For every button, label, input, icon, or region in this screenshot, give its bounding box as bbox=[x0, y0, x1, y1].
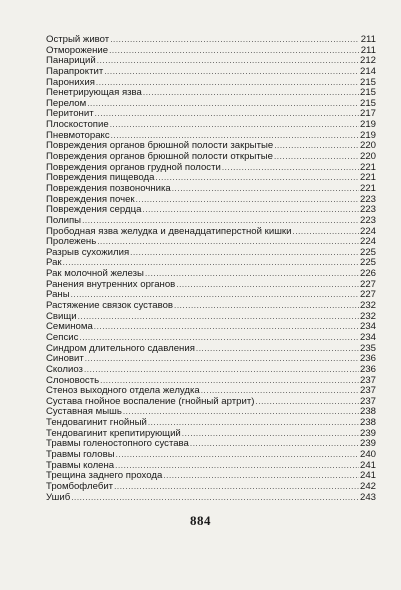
toc-entry-page: 224 bbox=[359, 226, 376, 237]
toc-dot-leader bbox=[145, 269, 359, 280]
toc-dot-leader bbox=[292, 227, 359, 238]
toc-entry-title: Отморожение bbox=[46, 45, 109, 56]
toc-dot-leader bbox=[79, 333, 359, 344]
toc-entry-page: 240 bbox=[359, 449, 376, 460]
toc-entry-title: Повреждения органов брюшной полости закрытые bbox=[46, 141, 274, 152]
toc-entry-title: Свищи bbox=[46, 311, 77, 322]
toc-entry-page: 237 bbox=[359, 375, 376, 386]
toc-entry bbox=[46, 439, 376, 450]
toc-dot-leader bbox=[130, 248, 359, 259]
toc-entry-page: 223 bbox=[359, 215, 376, 226]
toc-entry bbox=[46, 397, 376, 408]
toc-entry bbox=[46, 333, 376, 344]
toc-entry bbox=[46, 56, 376, 67]
toc-entry bbox=[46, 471, 376, 482]
toc-dot-leader bbox=[84, 365, 359, 376]
toc-entry bbox=[46, 163, 376, 174]
toc-entry-title: Повреждения органов брюшной полости открытые bbox=[46, 152, 273, 163]
toc-entry-title: Синовит bbox=[46, 354, 84, 365]
toc-entry-title: Суставная мышь bbox=[46, 407, 122, 418]
toc-entry bbox=[46, 312, 376, 323]
toc-dot-leader bbox=[96, 78, 359, 89]
toc-entry-title: Панариций bbox=[46, 56, 96, 67]
toc-dot-leader bbox=[163, 471, 359, 482]
toc-entry bbox=[46, 131, 376, 142]
toc-dot-leader bbox=[111, 131, 359, 142]
toc-dot-leader bbox=[116, 450, 359, 461]
toc-dot-leader bbox=[123, 407, 359, 418]
toc-dot-leader bbox=[274, 152, 359, 163]
toc-dot-leader bbox=[136, 195, 359, 206]
toc-entry bbox=[46, 407, 376, 418]
toc-dot-leader bbox=[82, 216, 359, 227]
toc-entry bbox=[46, 109, 376, 120]
toc-entry-page: 220 bbox=[359, 152, 376, 163]
toc-entry bbox=[46, 301, 376, 312]
toc-entry-page: 215 bbox=[359, 77, 376, 88]
toc-dot-leader bbox=[255, 397, 359, 408]
toc-entry-page: 236 bbox=[359, 364, 376, 375]
toc-entry-title: Растяжение связок суставов bbox=[46, 301, 174, 312]
toc-entry bbox=[46, 120, 376, 131]
toc-entry bbox=[46, 195, 376, 206]
toc-entry bbox=[46, 78, 376, 89]
toc-dot-leader bbox=[97, 56, 359, 67]
toc-entry-page: 243 bbox=[359, 492, 376, 503]
toc-entry-title: Сколиоз bbox=[46, 364, 83, 375]
toc-dot-leader bbox=[142, 205, 359, 216]
toc-entry bbox=[46, 248, 376, 259]
toc-entry bbox=[46, 227, 376, 238]
toc-dot-leader bbox=[274, 141, 359, 152]
toc-dot-leader bbox=[196, 344, 359, 355]
toc-entry bbox=[46, 237, 376, 248]
toc-entry-page: 220 bbox=[359, 141, 376, 152]
toc-dot-leader bbox=[104, 67, 359, 78]
toc-entry-page: 221 bbox=[359, 183, 376, 194]
toc-entry bbox=[46, 322, 376, 333]
toc-entry-page: 232 bbox=[359, 301, 376, 312]
toc-entry bbox=[46, 205, 376, 216]
toc-dot-leader bbox=[94, 322, 359, 333]
toc-entry-page: 241 bbox=[359, 460, 376, 471]
toc-entry-title: Пенетрирующая язва bbox=[46, 88, 142, 99]
toc-entry-page: 223 bbox=[359, 205, 376, 216]
toc-entry-title: Слоновость bbox=[46, 375, 100, 386]
toc-entry-page: 215 bbox=[359, 98, 376, 109]
toc-entry bbox=[46, 376, 376, 387]
toc-entry-page: 221 bbox=[359, 173, 376, 184]
toc-dot-leader bbox=[71, 493, 359, 504]
toc-entry bbox=[46, 290, 376, 301]
toc-entry-title: Перелом bbox=[46, 98, 87, 109]
toc-entry-page: 219 bbox=[359, 120, 376, 131]
toc-entry-title: Разрыв сухожилия bbox=[46, 247, 130, 258]
toc-entry-page: 232 bbox=[359, 311, 376, 322]
toc-entry bbox=[46, 216, 376, 227]
toc-entry-title: Сепсис bbox=[46, 332, 79, 343]
toc-entry bbox=[46, 88, 376, 99]
toc-entry bbox=[46, 354, 376, 365]
toc-entry-page: 234 bbox=[359, 322, 376, 333]
toc-entry-page: 217 bbox=[359, 109, 376, 120]
toc-dot-leader bbox=[201, 386, 359, 397]
toc-dot-leader bbox=[114, 482, 359, 493]
toc-dot-leader bbox=[71, 290, 359, 301]
toc-entry-page: 241 bbox=[359, 471, 376, 482]
toc-entry bbox=[46, 386, 376, 397]
toc-dot-leader bbox=[109, 46, 359, 57]
toc-entry-title: Рак bbox=[46, 258, 62, 269]
toc-dot-leader bbox=[176, 280, 359, 291]
toc-entry-page: 211 bbox=[360, 45, 376, 56]
toc-entry bbox=[46, 344, 376, 355]
toc-entry-page: 215 bbox=[359, 88, 376, 99]
toc-entry-title: Ушиб bbox=[46, 492, 71, 503]
toc-entry-title: Паронихия bbox=[46, 77, 95, 88]
toc-entry-page: 214 bbox=[359, 66, 376, 77]
toc-entry-title: Ранения внутренних органов bbox=[46, 279, 176, 290]
toc-entry bbox=[46, 418, 376, 429]
toc-entry-page: 238 bbox=[359, 407, 376, 418]
toc-entry-title: Пневмоторакс bbox=[46, 130, 110, 141]
toc-entry bbox=[46, 493, 376, 504]
toc-entry-page: 239 bbox=[359, 439, 376, 450]
toc-entry bbox=[46, 184, 376, 195]
toc-dot-leader bbox=[110, 35, 359, 46]
toc-dot-leader bbox=[115, 461, 359, 472]
toc-entry bbox=[46, 141, 376, 152]
toc-entry-page: 224 bbox=[359, 237, 376, 248]
toc-dot-leader bbox=[222, 163, 359, 174]
toc-entry-page: 237 bbox=[359, 386, 376, 397]
toc-entry bbox=[46, 258, 376, 269]
toc-entry-title: Травмы головы bbox=[46, 449, 115, 460]
toc-entry-title: Синдром длительного сдавления bbox=[46, 343, 195, 354]
toc-entry-title: Прободная язва желудка и двенадцатиперстной кишки bbox=[46, 226, 292, 237]
toc-entry-page: 225 bbox=[359, 247, 376, 258]
toc-entry-page: 235 bbox=[359, 343, 376, 354]
toc-dot-leader bbox=[87, 99, 359, 110]
toc-dot-leader bbox=[63, 258, 359, 269]
page-number: 884 bbox=[190, 513, 211, 528]
toc-entry-page: 211 bbox=[360, 35, 376, 45]
toc-entry-page: 227 bbox=[359, 290, 376, 301]
toc-entry bbox=[46, 67, 376, 78]
toc-entry bbox=[46, 99, 376, 110]
toc-entry-page: 237 bbox=[359, 396, 376, 407]
toc-entry bbox=[46, 35, 376, 46]
toc-entry-title: Рак молочной железы bbox=[46, 269, 144, 280]
toc-entry-title: Повреждения позвоночника bbox=[46, 183, 171, 194]
toc-entry bbox=[46, 46, 376, 57]
toc-entry-page: 225 bbox=[359, 258, 376, 269]
toc-dot-leader bbox=[143, 88, 359, 99]
toc-dot-leader bbox=[78, 312, 359, 323]
toc-dot-leader bbox=[110, 120, 359, 131]
toc-entry bbox=[46, 450, 376, 461]
toc-dot-leader bbox=[100, 376, 359, 387]
toc-dot-leader bbox=[95, 109, 359, 120]
toc-entry-title: Повреждения органов грудной полости bbox=[46, 162, 221, 173]
toc-entry-title: Травмы колена bbox=[46, 460, 115, 471]
toc-entry-page: 239 bbox=[359, 428, 376, 439]
toc-entry-title: Парапроктит bbox=[46, 66, 104, 77]
toc-entry-title: Повреждения почек bbox=[46, 194, 135, 205]
toc-entry-page: 238 bbox=[359, 418, 376, 429]
toc-entry-title: Пролежень bbox=[46, 237, 97, 248]
toc-entry-title: Повреждения сердца bbox=[46, 205, 142, 216]
toc-entry bbox=[46, 429, 376, 440]
toc-entry-page: 212 bbox=[359, 56, 376, 67]
toc-entry-title: Плоскостопие bbox=[46, 120, 109, 131]
toc-entry-page: 221 bbox=[359, 162, 376, 173]
toc-entry bbox=[46, 152, 376, 163]
toc-entry bbox=[46, 269, 376, 280]
toc-entry-page: 223 bbox=[359, 194, 376, 205]
toc-entry-title: Трещина заднего прохода bbox=[46, 471, 163, 482]
toc-entry-page: 226 bbox=[359, 269, 376, 280]
toc-dot-leader bbox=[190, 439, 359, 450]
toc-dot-leader bbox=[97, 237, 359, 248]
toc-entry bbox=[46, 280, 376, 291]
toc-entry bbox=[46, 461, 376, 472]
toc-dot-leader bbox=[148, 418, 359, 429]
toc-entry-page: 236 bbox=[359, 354, 376, 365]
toc-entry-title: Тендовагинит гнойный bbox=[46, 418, 147, 429]
toc-dot-leader bbox=[174, 301, 359, 312]
toc-entry bbox=[46, 365, 376, 376]
toc-entry-title: Полипы bbox=[46, 215, 82, 226]
toc-dot-leader bbox=[155, 173, 359, 184]
toc-entry-title: Тендовагинит крепитирующий bbox=[46, 428, 181, 439]
toc-dot-leader bbox=[172, 184, 359, 195]
toc-entry-title: Сустава гнойное воспаление (гнойный артрит) bbox=[46, 396, 255, 407]
toc-dot-leader bbox=[182, 429, 359, 440]
toc-entry-title: Стеноз выходного отдела желудка bbox=[46, 386, 200, 397]
toc-entry-title: Семинома bbox=[46, 322, 93, 333]
toc-entry bbox=[46, 482, 376, 493]
toc-entry-title: Повреждения пищевода bbox=[46, 173, 155, 184]
toc-entry-page: 219 bbox=[359, 130, 376, 141]
toc-entry-page: 227 bbox=[359, 279, 376, 290]
table-of-contents bbox=[46, 35, 376, 503]
toc-entry-page: 242 bbox=[359, 481, 376, 492]
toc-entry-title: Перитонит bbox=[46, 109, 94, 120]
toc-dot-leader bbox=[85, 354, 359, 365]
toc-entry-title: Тромбофлебит bbox=[46, 481, 114, 492]
toc-entry-title: Травмы голеностопного сустава bbox=[46, 439, 189, 450]
toc-entry-title: Раны bbox=[46, 290, 70, 301]
toc-entry bbox=[46, 173, 376, 184]
toc-entry-title: Острый живот bbox=[46, 35, 110, 45]
toc-entry-page: 234 bbox=[359, 332, 376, 343]
